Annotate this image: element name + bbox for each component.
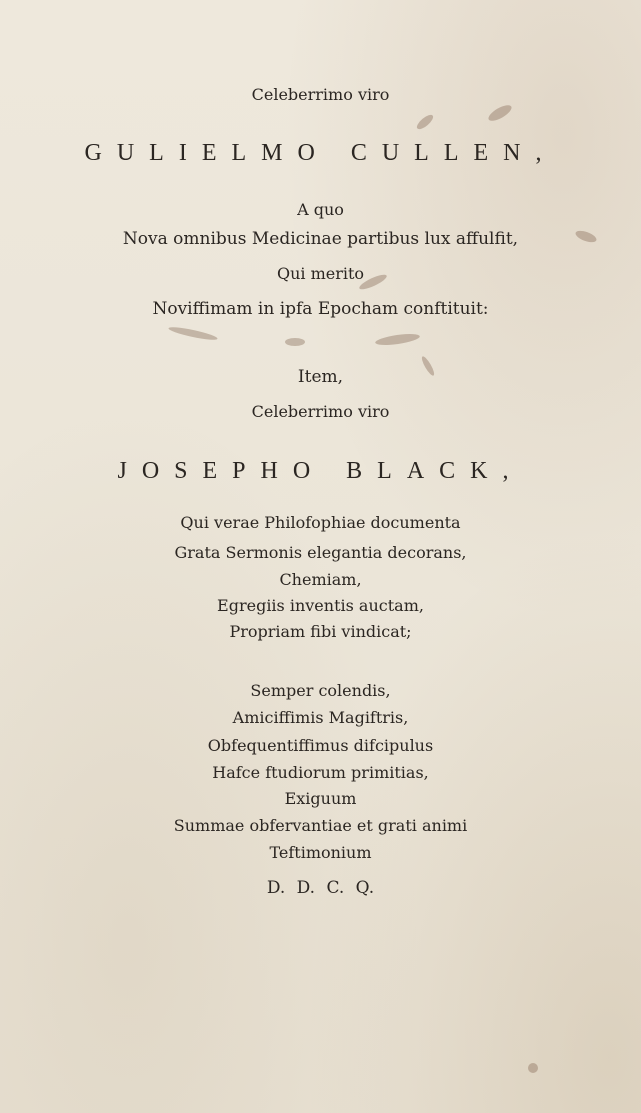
dedication-line: Qui merito	[276, 264, 365, 283]
stain-mark	[415, 113, 435, 132]
dedication-line: Celeberrimo viro	[251, 85, 390, 104]
dedication-line: Obfequentiffimus difcipulus	[207, 736, 434, 755]
dedication-line: Hafce ftudiorum primitias,	[212, 763, 429, 782]
stain-mark	[168, 325, 218, 342]
stain-mark	[375, 332, 421, 347]
dedication-signature: D. D. C. Q.	[266, 878, 375, 898]
dedication-line: Nova omnibus Medicinae partibus lux affulfit,	[122, 229, 519, 249]
dedicatee-name-black: JOSEPHO BLACK,	[117, 458, 524, 484]
dedication-line: Item,	[297, 367, 344, 387]
dedication-line: Semper colendis,	[250, 681, 391, 700]
dedication-line: Grata Sermonis elegantia decorans,	[174, 543, 467, 562]
stain-mark	[486, 102, 514, 124]
dedication-line: Celeberrimo viro	[251, 402, 390, 421]
dedication-line: Chemiam,	[279, 570, 362, 589]
dedication-line: Egregiis inventis auctam,	[217, 596, 424, 615]
dedication-line: Exiguum	[284, 789, 357, 808]
dedicatee-name-cullen: GULIELMO CULLEN,	[84, 140, 557, 166]
dedication-line: A quo	[297, 200, 344, 219]
dedication-line: Summae obfervantiae et grati animi	[173, 816, 468, 835]
dedication-line: Propriam fibi vindicat;	[229, 622, 412, 641]
dedication-line: Teftimonium	[269, 843, 372, 862]
dedication-line: Noviffimam in ipfa Epocham conftituit:	[152, 299, 489, 319]
stain-mark	[285, 338, 305, 346]
dedication-line: Amiciffimis Magiftris,	[232, 708, 409, 727]
stain-mark	[528, 1063, 538, 1073]
dedication-line: Qui verae Philofophiae documenta	[180, 513, 461, 532]
